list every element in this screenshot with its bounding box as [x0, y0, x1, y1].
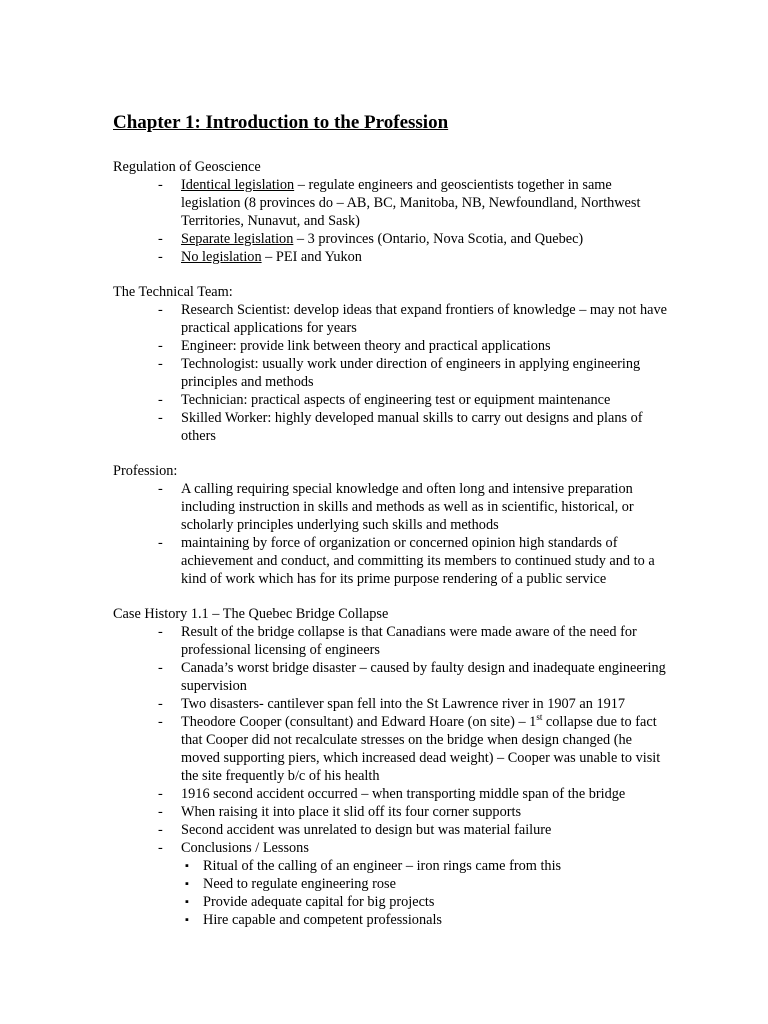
list-item-text: Research Scientist: develop ideas that expand frontiers of knowledge – may not have practical applications for years: [181, 302, 667, 336]
list-item: [113, 713, 673, 785]
section-heading: Case History 1.1 – The Quebec Bridge Collapse: [113, 606, 389, 622]
list-item: [113, 534, 673, 588]
list-item: [113, 301, 673, 337]
dash-marker: -: [158, 624, 163, 640]
sub-list-item: [113, 893, 673, 911]
team-list: [113, 301, 673, 445]
list-item: [113, 355, 673, 391]
square-bullet-icon: ▪: [185, 914, 189, 926]
list-item-text: A calling requiring special knowledge and often long and intensive preparation including instruction in skills and methods as well as in scientific, historical, or scholarly principles underlying such skills and methods: [181, 481, 634, 533]
list-item-text: Second accident was unrelated to design but was material failure: [181, 822, 552, 838]
list-item-text: maintaining by force of organization or concerned opinion high standards of achievement and conduct, and committing its members to continued study and to a kind of work which has for its prime purpose rendering of a public service: [181, 535, 655, 587]
sub-list-item: [113, 911, 673, 929]
section-heading: The Technical Team:: [113, 284, 233, 300]
list-item-text: Conclusions / Lessons: [181, 840, 309, 856]
dash-marker: -: [158, 231, 163, 247]
list-item-term: No legislation: [181, 249, 262, 265]
list-item: [113, 695, 673, 713]
dash-marker: -: [158, 786, 163, 802]
dash-marker: -: [158, 535, 163, 551]
sub-list-item: [113, 875, 673, 893]
section-profession: [113, 462, 673, 588]
dash-marker: -: [158, 804, 163, 820]
list-item-text: Two disasters- cantilever span fell into the St Lawrence river in 1907 an 1917: [181, 696, 626, 712]
dash-marker: -: [158, 481, 163, 497]
list-item-text: When raising it into place it slid off its four corner supports: [181, 804, 522, 820]
list-item-text: Technician: practical aspects of engineering test or equipment maintenance: [181, 392, 611, 408]
sub-list-item: [113, 857, 673, 875]
dash-marker: -: [158, 660, 163, 676]
dash-marker: -: [158, 840, 163, 856]
dash-marker: -: [158, 302, 163, 318]
list-item: [113, 337, 673, 355]
list-item-text: collapse due to fact that Cooper did not recalculate stresses on the bridge when design changed (he moved supporting piers, which increased dead weight) – Cooper was unable to visit the site frequently b/c of his health: [181, 714, 661, 784]
list-item-text: Technologist: usually work under direction of engineers in applying engineering principles and methods: [181, 356, 641, 390]
section-regulation: [113, 158, 673, 266]
list-item: [113, 391, 673, 409]
list-item-text: – regulate engineers and geoscientists together in same legislation (8 provinces do – AB, BC, Manitoba, NB, Newfoundland, Northwest Territories, Nunavut, and Sask): [181, 177, 641, 229]
list-item-text: Ritual of the calling of an engineer – iron rings came from this: [203, 858, 562, 874]
list-item-text: Need to regulate engineering rose: [203, 876, 396, 892]
list-item-text: Skilled Worker: highly developed manual skills to carry out designs and plans of others: [181, 410, 643, 444]
dash-marker: -: [158, 356, 163, 372]
list-item-text: Theodore Cooper (consultant) and Edward Hoare (on site) – 1: [181, 714, 537, 730]
list-item: [113, 176, 673, 230]
dash-marker: -: [158, 822, 163, 838]
list-item-text: Canada’s worst bridge disaster – caused by faulty design and inadequate engineering supervision: [181, 660, 666, 694]
square-bullet-icon: ▪: [185, 860, 189, 872]
list-item: [113, 839, 673, 929]
document-page: [113, 111, 673, 946]
section-technical-team: [113, 283, 673, 445]
profession-list: [113, 480, 673, 588]
list-item-text: Engineer: provide link between theory and practical applications: [181, 338, 551, 354]
square-bullet-icon: ▪: [185, 896, 189, 908]
list-item-term: Separate legislation: [181, 231, 294, 247]
square-bullet-icon: ▪: [185, 878, 189, 890]
list-item-text: 1916 second accident occurred – when transporting middle span of the bridge: [181, 786, 626, 802]
section-heading: Profession:: [113, 463, 178, 479]
list-item: [113, 803, 673, 821]
conclusions-list: [113, 857, 673, 929]
list-item: [113, 248, 673, 266]
dash-marker: -: [158, 392, 163, 408]
list-item: [113, 785, 673, 803]
list-item-text: – PEI and Yukon: [261, 249, 362, 265]
dash-marker: -: [158, 410, 163, 426]
list-item-text: Hire capable and competent professionals: [203, 912, 442, 928]
list-item-term: Identical legislation: [181, 177, 295, 193]
list-item-text: Result of the bridge collapse is that Canadians were made aware of the need for professional licensing of engineers: [181, 624, 637, 658]
list-item: [113, 480, 673, 534]
section-heading: Regulation of Geoscience: [113, 159, 261, 175]
list-item-text: Provide adequate capital for big projects: [203, 894, 435, 910]
list-item: [113, 659, 673, 695]
dash-marker: -: [158, 338, 163, 354]
chapter-title: Chapter 1: Introduction to the Profession: [113, 112, 449, 133]
list-item: [113, 230, 673, 248]
superscript: st: [536, 712, 543, 723]
section-case-history: [113, 605, 673, 929]
dash-marker: -: [158, 249, 163, 265]
dash-marker: -: [158, 696, 163, 712]
case-list: [113, 623, 673, 929]
dash-marker: -: [158, 177, 163, 193]
regulation-list: [113, 176, 673, 266]
list-item: [113, 821, 673, 839]
list-item-text: – 3 provinces (Ontario, Nova Scotia, and Quebec): [293, 231, 584, 247]
list-item: [113, 409, 673, 445]
list-item: [113, 623, 673, 659]
dash-marker: -: [158, 714, 163, 730]
